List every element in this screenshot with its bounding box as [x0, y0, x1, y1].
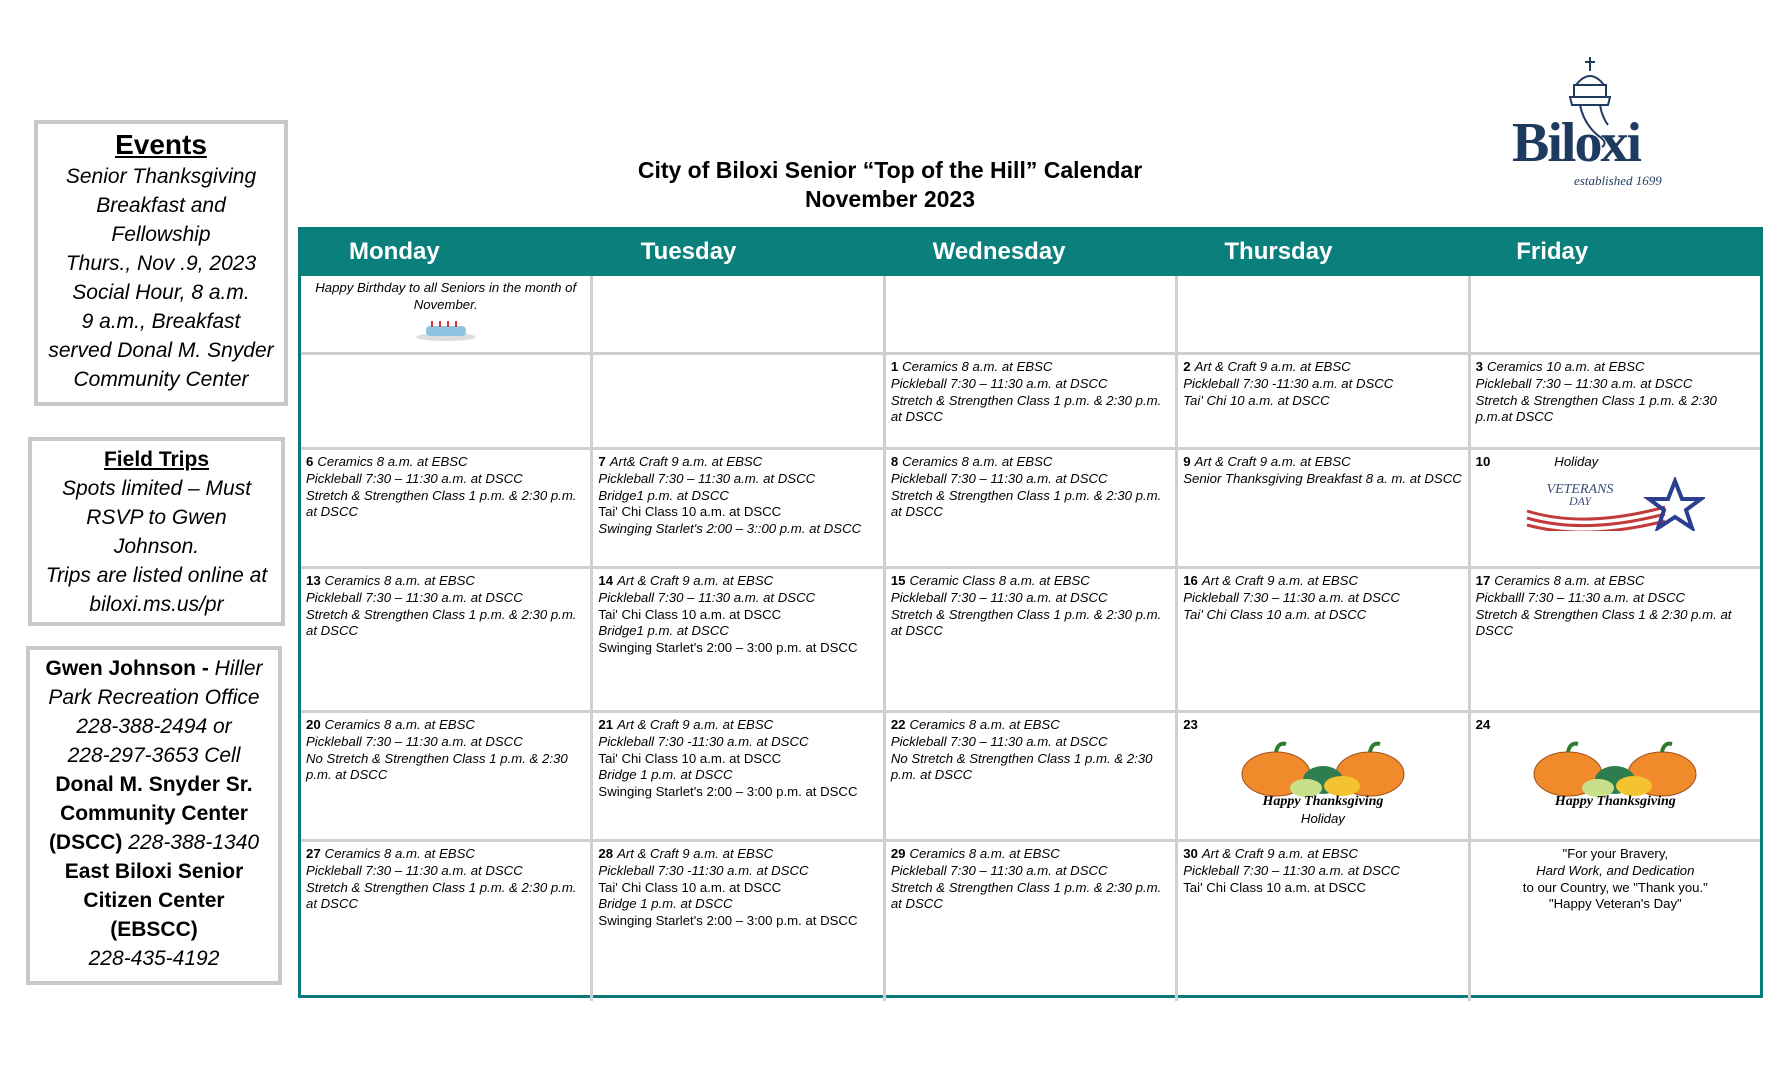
events-line: Fellowship: [111, 223, 211, 246]
events-line: Community Center: [73, 368, 249, 391]
svg-text:VETERANS: VETERANS: [1546, 481, 1614, 497]
event-entry: Pickleball 7:30 – 11:30 a.m. at DSCC: [306, 470, 523, 486]
event-entry: Art & Craft 9 a.m. at EBSC: [1194, 454, 1351, 469]
event-entry: Art & Craft 9 a.m. at EBSC: [1201, 846, 1358, 861]
event-entry: Pickleball 7:30 – 11:30 a.m. at DSCC: [306, 733, 523, 749]
calendar-day-cell: [883, 713, 1175, 839]
day-number: 21: [598, 717, 614, 732]
field-trips-text: [38, 474, 275, 619]
calendar-week-row: [301, 352, 1760, 447]
event-entry: Pickleball 7:30 – 11:30 a.m. at DSCC: [306, 589, 523, 605]
calendar-day-cell: [1468, 569, 1760, 710]
day-number: 3: [1475, 359, 1483, 374]
calendar-day-cell: [1175, 569, 1467, 710]
event-entry: Senior Thanksgiving Breakfast 8 a. m. at DSCC: [1183, 470, 1462, 486]
event-entry: Bridge 1 p.m. at DSCC: [598, 767, 733, 783]
day-number: 23: [1183, 717, 1198, 732]
svg-text:DAY: DAY: [1569, 493, 1592, 508]
field-trips-heading: Field Trips: [103, 448, 210, 471]
contacts-box: [26, 646, 282, 985]
calendar-day-cell: [1468, 450, 1760, 566]
calendar-day-cell: [301, 450, 590, 566]
calendar-day-cell: [301, 355, 590, 447]
event-entry: Tai' Chi Class 10 a.m. at DSCC: [598, 879, 782, 895]
day-number: 15: [890, 573, 906, 588]
holiday-label: Holiday: [1554, 454, 1599, 469]
day-number: 9: [1183, 454, 1191, 469]
day-number: 20: [306, 717, 321, 732]
event-entry: Stretch & Strengthen Class 1 p.m. & 2:30 p.m. at DSCC: [890, 606, 1162, 639]
event-entry: to our Country, we "Thank you.": [1522, 879, 1708, 895]
day-number: 30: [1183, 846, 1198, 861]
event-entry: Tai' Chi 10 a.m. at DSCC: [1183, 392, 1330, 408]
day-number: 28: [598, 846, 614, 861]
event-entry: Pickleball 7:30 – 11:30 a.m. at DSCC: [890, 862, 1108, 878]
events-line: Breakfast and: [96, 194, 226, 217]
calendar-day-cell: [590, 450, 882, 566]
calendar-day-cell: [883, 569, 1175, 710]
event-entry: Bridge 1 p.m. at DSCC: [598, 896, 733, 912]
event-entry: Pickleball 7:30 – 11:30 a.m. at DSCC: [890, 470, 1108, 486]
event-entry: Pickleball 7:30 – 11:30 a.m. at DSCC: [598, 589, 816, 605]
event-entry: Pickleball 7:30 – 11:30 a.m. at DSCC: [598, 470, 816, 486]
event-entry: Pickleball 7:30 -11:30 a.m. at DSCC: [598, 862, 809, 878]
calendar-day-cell: [1175, 713, 1467, 839]
dscc-abbr: (DSCC): [48, 831, 123, 854]
weekday-wednesday: Wednesday: [932, 238, 1066, 265]
calendar-month: November 2023: [804, 186, 976, 212]
calendar-day-cell: [1468, 842, 1760, 1001]
pumpkins-icon: [1530, 740, 1700, 798]
event-entry: Pickleball 7:30 -11:30 a.m. at DSCC: [1183, 375, 1394, 391]
event-entry: Swinging Starlet's 2:00 – 3:00 p.m. at DSCC: [598, 784, 858, 800]
event-entry: Swinging Starlet's 2:00 – 3:00 p.m. at DSCC: [598, 913, 858, 929]
event-entry: "For your Bravery,: [1562, 846, 1669, 861]
event-entry: Ceramics 10 a.m. at EBSC: [1486, 359, 1645, 374]
day-number: 27: [306, 846, 321, 861]
veterans-day-icon: [1525, 477, 1705, 531]
day-number: 16: [1183, 573, 1198, 588]
calendar-day-cell: [883, 842, 1175, 1001]
dscc-phone: 228-388-1340: [128, 831, 260, 854]
dscc-name-2: Community Center: [60, 802, 248, 825]
event-entry: Ceramics 8 a.m. at EBSC: [909, 846, 1060, 861]
event-entry: Ceramics 8 a.m. at EBSC: [317, 454, 468, 469]
calendar-day-cell: [1175, 450, 1467, 566]
event-entry: Stretch & Strengthen Class 1 & 2:30 p.m. at DSCC: [1475, 606, 1732, 639]
field-trips-line: Johnson.: [113, 535, 200, 558]
events-line: Social Hour, 8 a.m.: [72, 281, 250, 304]
event-entry: Pickleball 7:30 – 11:30 a.m. at DSCC: [306, 862, 523, 878]
field-trips-line: RSVP to Gwen: [86, 506, 227, 529]
day-number: 6: [306, 454, 314, 469]
weekday-friday: Friday: [1516, 238, 1589, 265]
events-line: served Donal M. Snyder: [48, 339, 274, 362]
event-entry: Art& Craft 9 a.m. at EBSC: [609, 454, 763, 469]
event-entry: Pickleball 7:30 – 11:30 a.m. at DSCC: [1183, 589, 1400, 605]
event-entry: Ceramics 8 a.m. at EBSC: [1494, 573, 1645, 588]
events-box: [34, 120, 288, 406]
calendar-day-cell: [883, 450, 1175, 566]
day-number: 1: [890, 359, 899, 374]
contact-cell: 228-297-3653 Cell: [67, 744, 241, 767]
event-entry: Art & Craft 9 a.m. at EBSC: [617, 573, 774, 588]
event-entry: Stretch & Strengthen Class 1 p.m. & 2:30 p.m. at DSCC: [306, 487, 577, 520]
event-entry: Tai' Chi Class 10 a.m. at DSCC: [598, 750, 782, 766]
event-entry: Art & Craft 9 a.m. at EBSC: [1194, 359, 1351, 374]
event-entry: No Stretch & Strengthen Class 1 p.m. & 2:30 p.m. at DSCC: [890, 750, 1153, 783]
event-entry: Tai' Chi Class 10 a.m. at DSCC: [598, 606, 782, 622]
event-entry: "Happy Veteran's Day": [1548, 896, 1682, 912]
day-number: 22: [890, 717, 906, 732]
event-entry: Bridge1 p.m. at DSCC: [598, 487, 729, 503]
ebscc-name: East Biloxi Senior: [64, 860, 244, 883]
calendar-day-cell: [1175, 842, 1467, 1001]
day-number: 24: [1475, 717, 1491, 732]
calendar-week-row: [301, 710, 1760, 839]
calendar-day-cell: [1468, 713, 1760, 839]
events-line: Thurs., Nov .9, 2023: [65, 252, 257, 275]
field-trips-line: Trips are listed online at: [45, 564, 268, 587]
events-text: [44, 162, 278, 394]
event-entry: Pickleball 7:30 -11:30 a.m. at DSCC: [598, 733, 809, 749]
event-entry: Ceramics 8 a.m. at EBSC: [324, 717, 475, 732]
calendar-day-cell: [301, 713, 590, 839]
event-entry: Happy Birthday to all Seniors in the month of November.: [315, 280, 577, 312]
calendar-day-cell: [301, 276, 590, 352]
calendar-week-row: [301, 839, 1760, 1001]
calendar-title: City of Biloxi Senior “Top of the Hill” Calendar: [637, 157, 1143, 183]
calendar-day-cell: [1175, 276, 1467, 352]
event-entry: Pickleball 7:30 – 11:30 a.m. at DSCC: [890, 375, 1108, 391]
birthday-cake-icon: [414, 320, 478, 342]
ebscc-name-2: Citizen Center: [83, 889, 225, 912]
day-number: 10: [1475, 454, 1491, 469]
page-title: [560, 156, 1220, 214]
event-entry: Bridge1 p.m. at DSCC: [598, 623, 729, 639]
event-entry: Pickleball 7:30 – 11:30 a.m. at DSCC: [1183, 862, 1400, 878]
calendar-day-cell: [590, 842, 882, 1001]
calendar-day-cell: [1468, 276, 1760, 352]
calendar-day-cell: [301, 569, 590, 710]
event-entry: Ceramics 8 a.m. at EBSC: [909, 717, 1060, 732]
field-trips-box: [28, 437, 285, 626]
event-entry: Ceramics 8 a.m. at EBSC: [324, 846, 475, 861]
field-trips-line: biloxi.ms.us/pr: [89, 593, 224, 616]
day-number: 17: [1475, 573, 1491, 588]
day-number: 29: [890, 846, 906, 861]
logo-tagline: established 1699: [1574, 173, 1662, 188]
event-entry: No Stretch & Strengthen Class 1 p.m. & 2:30 p.m. at DSCC: [306, 750, 568, 783]
event-entry: Tai' Chi Class 10 a.m. at DSCC: [598, 504, 782, 520]
event-entry: Art & Craft 9 a.m. at EBSC: [1201, 573, 1358, 588]
event-entry: Ceramics 8 a.m. at EBSC: [902, 359, 1053, 374]
calendar-week-row: [301, 566, 1760, 710]
day-number: 7: [598, 454, 606, 469]
calendar-day-cell: [590, 276, 882, 352]
logo-wordmark: Biloxi: [1512, 112, 1641, 174]
event-entry: Stretch & Strengthen Class 1 p.m. & 2:30 p.m.at DSCC: [1475, 392, 1717, 425]
event-entry: Tai' Chi Class 10 a.m. at DSCC: [1183, 606, 1367, 622]
contact-office-line: Park Recreation Office: [48, 686, 260, 709]
event-entry: Ceramic Class 8 a.m. at EBSC: [909, 573, 1090, 588]
event-entry: Pickleball 7:30 – 11:30 a.m. at DSCC: [890, 733, 1108, 749]
holiday-label: Holiday: [1300, 810, 1345, 826]
contact-name: Gwen Johnson -: [45, 657, 209, 680]
event-entry: Pickballl 7:30 – 11:30 a.m. at DSCC: [1475, 589, 1686, 605]
calendar-day-cell: [1175, 355, 1467, 447]
calendar-day-cell: [590, 569, 882, 710]
event-entry: Stretch & Strengthen Class 1 p.m. & 2:30 p.m. at DSCC: [306, 879, 577, 912]
event-entry: Swinging Starlet's 2:00 – 3:00 p.m. at DSCC: [598, 640, 858, 656]
weekday-tuesday: Tuesday: [640, 238, 737, 265]
day-number: 14: [598, 573, 614, 588]
calendar-body: [301, 276, 1760, 1001]
weekday-thursday: Thursday: [1224, 238, 1333, 265]
day-number: 8: [890, 454, 899, 469]
event-entry: Stretch & Strengthen Class 1 p.m. & 2:30 p.m. at DSCC: [306, 606, 577, 639]
event-entry: Stretch & Strengthen Class 1 p.m. & 2:30 p.m. at DSCC: [890, 487, 1162, 520]
day-number: 13: [306, 573, 321, 588]
event-entry: Pickleball 7:30 – 11:30 a.m. at DSCC: [1475, 375, 1693, 391]
calendar-day-cell: [590, 713, 882, 839]
calendar-week-row: [301, 276, 1760, 352]
weekday-monday: Monday: [349, 238, 440, 265]
events-line: Senior Thanksgiving: [65, 165, 257, 188]
event-entry: Swinging Starlet's 2:00 – 3::00 p.m. at DSCC: [598, 521, 862, 537]
event-entry: Pickleball 7:30 – 11:30 a.m. at DSCC: [890, 589, 1108, 605]
calendar-grid: [298, 227, 1763, 998]
contact-phone: 228-388-2494 or: [76, 715, 232, 738]
calendar-day-cell: [883, 276, 1175, 352]
event-entry: Hard Work, and Dedication: [1536, 862, 1695, 878]
events-line: 9 a.m., Breakfast: [81, 310, 241, 333]
pumpkins-icon: [1238, 740, 1408, 798]
calendar-week-row: [301, 447, 1760, 566]
event-entry: Stretch & Strengthen Class 1 p.m. & 2:30 p.m. at DSCC: [890, 392, 1162, 425]
event-entry: Stretch & Strengthen Class 1 p.m. & 2:30 p.m. at DSCC: [890, 879, 1162, 912]
biloxi-logo: [1490, 45, 1690, 215]
thanksgiving-text: Happy Thanksgiving: [1554, 793, 1676, 809]
calendar-day-cell: [590, 355, 882, 447]
dscc-name: Donal M. Snyder Sr.: [55, 773, 253, 796]
day-number: 2: [1183, 359, 1191, 374]
event-entry: Ceramics 8 a.m. at EBSC: [324, 573, 475, 588]
events-heading: Events: [115, 129, 207, 160]
contact-office: Hiller: [214, 657, 263, 680]
weekday-header: [301, 230, 1760, 276]
event-entry: Ceramics 8 a.m. at EBSC: [902, 454, 1053, 469]
thanksgiving-text: Happy Thanksgiving: [1262, 793, 1384, 809]
event-entry: Tai' Chi Class 10 a.m. at DSCC: [1183, 879, 1367, 895]
ebscc-abbr: (EBSCC): [110, 918, 198, 941]
calendar-day-cell: [301, 842, 590, 1001]
event-entry: Art & Craft 9 a.m. at EBSC: [617, 717, 774, 732]
ebscc-phone: 228-435-4192: [88, 947, 220, 970]
calendar-day-cell: [1468, 355, 1760, 447]
calendar-day-cell: [883, 355, 1175, 447]
field-trips-line: Spots limited – Must: [61, 477, 252, 500]
event-entry: Art & Craft 9 a.m. at EBSC: [617, 846, 774, 861]
